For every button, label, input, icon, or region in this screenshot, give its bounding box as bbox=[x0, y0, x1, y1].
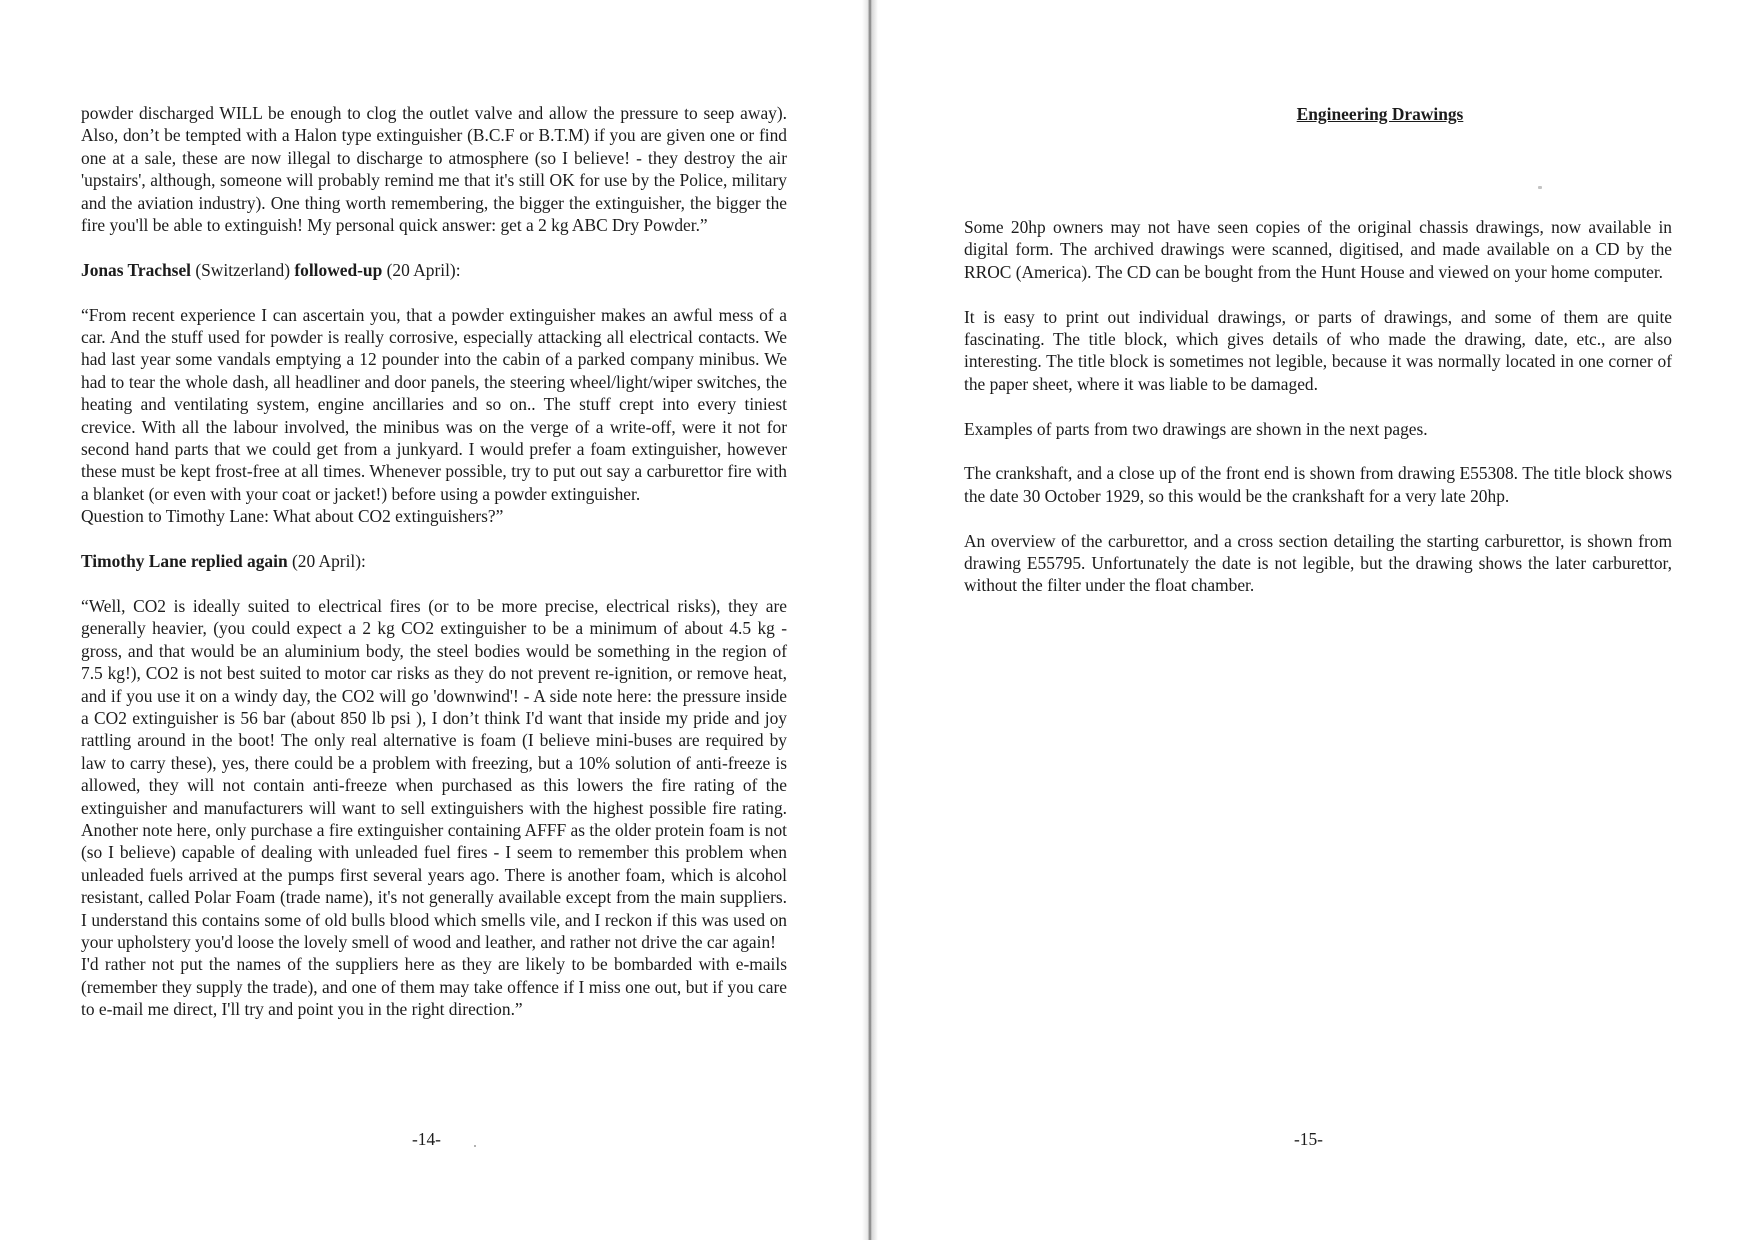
page-number: -14- bbox=[412, 1129, 441, 1149]
paragraph: Examples of parts from two drawings are shown in the next pages. bbox=[964, 418, 1428, 439]
paragraph: An overview of the carburettor, and a cross section detailing the starting carburettor, is shown from drawing E55795. Unfortunately the date is not legible, but the drawing shows the later carburettor, without the filter under the float chamber. bbox=[964, 530, 1672, 596]
speaker-heading-timothy bbox=[81, 550, 787, 572]
page-number: -15- bbox=[1294, 1129, 1323, 1149]
speaker-date: (20 April): bbox=[287, 551, 366, 572]
right-page bbox=[878, 0, 1752, 1240]
left-page bbox=[0, 0, 862, 1240]
speaker-date: (20 April): bbox=[382, 259, 461, 280]
paragraph: powder discharged WILL be enough to clog the outlet valve and allow the pressure to seep away). Also, don’t be tempted with a Halon type extinguisher (B.C.F or B.T.M) if you are given one or find one at a sale, these are now illegal to discharge to atmosphere (so I believe! - they destroy the air 'upstairs', although, someone will probably remind me that it's still OK for use by the Police, military and the aviation industry). One thing worth remembering, the bigger the extinguisher, the bigger the fire you'll be able to extinguish! My personal quick answer: get a 2 kg ABC Dry Powder.” bbox=[81, 103, 787, 236]
paragraph: Question to Timothy Lane: What about CO2 extinguishers?” bbox=[81, 506, 504, 527]
paragraph: It is easy to print out individual drawings, or parts of drawings, and some of them are quite fascinating. The title block, which gives details of who made the drawing, date, etc., are also interesting. The title block is sometimes not legible, because it was normally located in one corner of the paper sheet, where it was liable to be damaged. bbox=[964, 306, 1672, 394]
left-page-text-column bbox=[81, 102, 787, 1021]
paragraph: The crankshaft, and a close up of the front end is shown from drawing E55308. The title block shows the date 30 October 1929, so this would be the crankshaft for a very late 20hp. bbox=[964, 463, 1672, 506]
paragraph: Some 20hp owners may not have seen copies of the original chassis drawings, now available in digital form. The archived drawings were scanned, digitised, and made available on a CD by the RROC (America). The CD can be bought from the Hunt House and viewed on your home computer. bbox=[964, 217, 1672, 282]
speaker-heading-jonas bbox=[81, 259, 787, 281]
page-title: Engineering Drawings bbox=[1296, 104, 1464, 124]
speaker-action: followed-up bbox=[294, 259, 383, 280]
speaker-name-action: Timothy Lane replied again bbox=[81, 551, 288, 572]
paragraph: “From recent experience I can ascertain you, that a powder extinguisher makes an awful mess of a car. And the stuff used for powder is really corrosive, especially attacking all electrical contacts. We had last year some vandals emptying a 12 pounder into the cabin of a parked company minibus. We had to tear the whole dash, all headliner and door panels, the steering wheel/light/wiper switches, the heating and ventilating system, engine ancillaries and so on.. The stuff crept into every tiniest crevice. With all the labour involved, the minibus was on the verge of a write-off, were it not for second hand parts that we could get from a junkyard. I would prefer a foam extinguisher, however these must be kept frost-free at all times. Whenever possible, try to put out say a carburettor fire with a blanket (or even with your coat or jacket!) before using a powder extinguisher. bbox=[81, 304, 787, 504]
speaker-country: (Switzerland) bbox=[191, 259, 295, 280]
speaker-name: Jonas Trachsel bbox=[81, 259, 191, 280]
paragraph: I'd rather not put the names of the suppliers here as they are likely to be bombarded with e-mails (remember they supply the trade), and one of them may take offence if I miss one out, but if you care to e-mail me direct, I'll try and point you in the right direction.” bbox=[81, 954, 787, 1020]
right-page-text-column bbox=[964, 216, 1672, 619]
binding-gutter bbox=[862, 0, 878, 1240]
paragraph: “Well, CO2 is ideally suited to electrical fires (or to be more precise, electrical risks), they are generally heavier, (you could expect a 2 kg CO2 extinguisher to be a minimum of about 4.5 kg - gross, and that would be an aluminium body, the steel bodies would be something in the region of 7.5 kg!), CO2 is not best suited to motor car risks as they do not prevent re-ignition, or remove heat, and if you use it on a windy day, the CO2 will go 'downwind'! - A side note here: the pressure inside a CO2 extinguisher is 56 bar (about 850 lb psi ), I don’t think I'd want that inside my pride and joy rattling around in the boot! The only real alternative is foam (I believe mini-buses are required by law to carry these), yes, there could be a problem with freezing, but a 10% solution of anti-freeze is allowed, they will not contain anti-freeze when purchased as this lowers the fire rating of the extinguisher and manufacturers will want to sell extinguishers with the highest possible fire rating. Another note here, only purchase a fire extinguisher containing AFFF as the older protein foam is not (so I believe) capable of dealing with unleaded fuel fires - I seem to remember this problem when unleaded fuels arrived at the pumps first several years ago. There is another foam, which is alcohol resistant, called Polar Foam (trade name), it's not generally available except from the main suppliers. I understand this contains some of old bulls blood which smells vile, and I reckon if this was used on your upholstery you'd loose the lovely smell of wood and leather, and rather not drive the car again! bbox=[81, 595, 787, 952]
scan-speck bbox=[1538, 186, 1542, 189]
scan-speck bbox=[474, 1145, 476, 1147]
